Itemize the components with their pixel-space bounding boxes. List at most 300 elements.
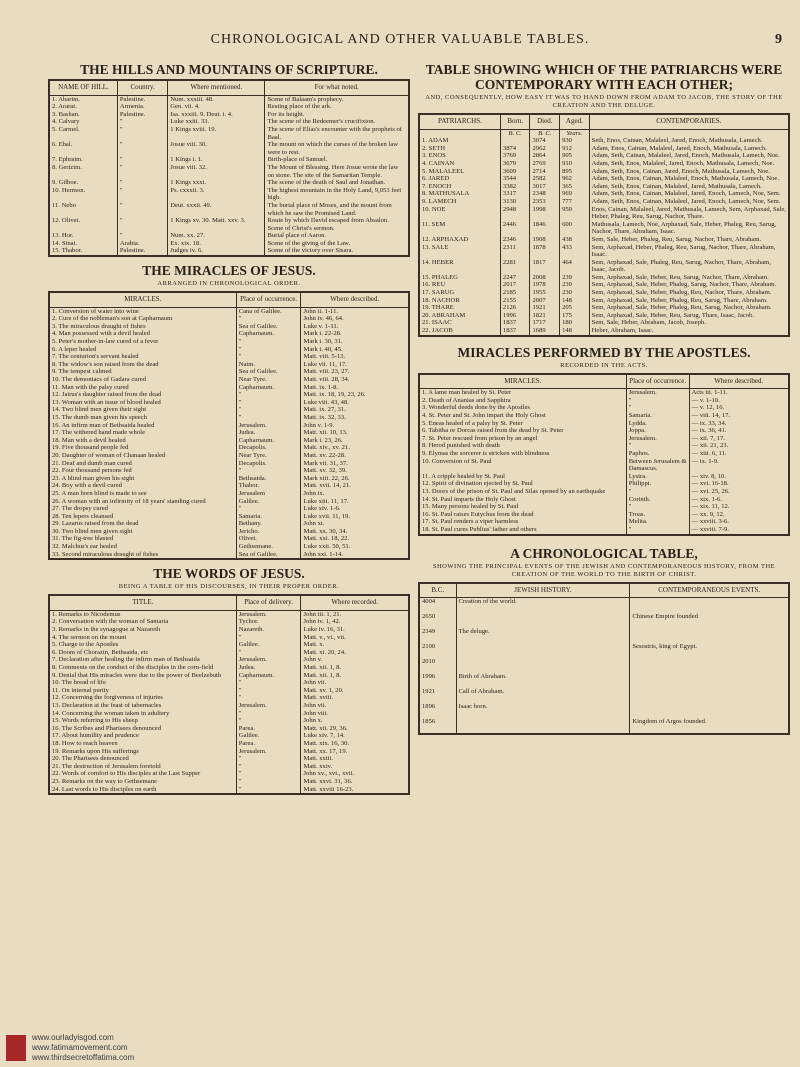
miracles-row [49,323,409,331]
words-cell: 15. Words referring to His sheep [49,717,236,725]
patriarchs-row [419,152,789,160]
words-cell: Tychor. [236,618,301,626]
hills-cell: " [117,232,167,240]
miracles-cell: Near Tyre. [236,452,301,460]
hills-cell: Armenia. [117,103,167,111]
miracles-row [49,498,409,506]
words-cell: John xv., xvi., xvii. [301,770,409,778]
apostles-cell: Joppa. [626,427,689,435]
hills-cell: Num. xxxiii. 48. [168,95,265,103]
words-row [49,755,409,763]
miracles-cell: Cana of Galilee. [236,307,301,315]
patriarchs-cell: 2. SETH [419,145,500,153]
hills-row [49,126,409,141]
patriarchs-cell: 2446 [500,221,530,236]
patriarchs-cell: 2948 [500,206,530,221]
miracles-cell: Mark xiii. 22, 26. [301,475,409,483]
patriarchs-row [419,168,789,176]
miracles-cell: John xxi. 1-14. [301,551,409,560]
patriarchs-cell: 1817 [530,259,560,274]
patriarchs-unit-cell: B. C. [500,129,530,137]
hills-cell: 8. Gerizim. [49,164,117,179]
words-cell: John iii. 1, 21. [301,610,409,618]
apostles-cell: — v. 1-10. [689,397,789,405]
miracles-cell: 28. Ten lepers cleansed [49,513,236,521]
patriarchs-cell: Sem, Sale, Heber, Abraham, Jacob, Joseph. [589,319,789,327]
patriarchs-row [419,312,789,320]
chronology-cell [630,658,789,673]
patriarchs-cell: 2346 [500,236,530,244]
chronology-cell: Creation of the world. [456,598,630,614]
apostles-cell: Melita. [626,518,689,526]
words-cell: Luke iv. 16, 31. [301,626,409,634]
words-cell: Matt. xi. 20, 24. [301,649,409,657]
apostles-cell: Philippi. [626,480,689,488]
patriarchs-cell: 1955 [530,289,560,297]
hills-cell: 1. Abarim. [49,95,117,103]
hills-header-cell: Where mentioned. [168,80,265,95]
patriarchs-cell: 2007 [530,297,560,305]
apostles-cell: 15. Many persons healed by St. Paul [419,503,626,511]
miracles-cell: Capharnaum. [236,384,301,392]
patriarchs-cell: 3874 [500,145,530,153]
hills-cell: 3. Bashan. [49,111,117,119]
patriarchs-header-cell: Aged. [560,114,590,129]
hills-cell: Num. xx. 27. [168,232,265,240]
apostles-cell: — v. 12, 16. [689,404,789,412]
miracles-row [49,346,409,354]
miracles-cell: Matt. viii. 23, 27. [301,368,409,376]
words-cell: " [236,687,301,695]
patriarchs-cell: 19. THARE [419,304,500,312]
hills-cell: " [117,179,167,187]
miracles-cell: " [236,346,301,354]
apostles-cell: Lystra. [626,473,689,481]
miracles-cell: 23. A blind man given his sight [49,475,236,483]
hills-cell: The highest mountain in the Holy Land, 9,053 feet high. [265,187,409,202]
miracles-row [49,528,409,536]
chronology-cell: Birth of Abraham. [456,673,630,688]
apostles-cell: 5. Eneas healed of a palsy by St. Peter [419,420,626,428]
miracles-cell: 15. The dumb man given his speech [49,414,236,422]
chronology-row [419,643,789,658]
patriarchs-cell: Sem, Arphaxad, Sale, Heber, Phaleg, Reu, Sarug, Nachor, Abraham. [589,304,789,312]
words-row [49,672,409,680]
miracles-cell: 2. Cure of the nobleman's son at Capharnaum [49,315,236,323]
patriarchs-cell: 2126 [500,304,530,312]
patriarchs-unit-cell: B. C. [530,129,560,137]
miracles-cell: 19. Five thousand people fed [49,444,236,452]
patriarchs-cell: 4. CAINAN [419,160,500,168]
apostles-cell: 9. Elymas the sorcerer is stricken with blindness [419,450,626,458]
chronology-cell: Isaac born. [456,703,630,718]
patriarchs-cell: 3544 [500,175,530,183]
patriarchs-unit-cell: Years. [560,129,590,137]
patriarchs-cell: 9. LAMECH [419,198,500,206]
hills-row [49,240,409,248]
miracles-row [49,505,409,513]
patriarchs-cell: 17. SARUG [419,289,500,297]
words-cell: " [236,755,301,763]
hills-cell: Burial place of Aaron. [265,232,409,240]
miracles-cell: Jericho. [236,528,301,536]
footer-link[interactable]: www.fatimamovement.com [32,1043,128,1052]
hills-cell: Gen. vii. 4. [168,103,265,111]
patriarchs-header-cell: PATRIARCHS. [419,114,500,129]
patriarchs-cell: 2769 [530,160,560,168]
words-cell: 8. Comments on the conduct of the disciples in the corn-field [49,664,236,672]
hills-cell: 14. Sinai. [49,240,117,248]
miracles-row [49,391,409,399]
miracles-cell: 7. The centurion's servant healed [49,353,236,361]
hills-cell: 5. Carmel. [49,126,117,141]
hills-row [49,202,409,217]
chronology-cell [456,643,630,658]
hills-cell: 1 Kings i. 1. [168,156,265,164]
miracles-cell: Matt. xxi. 18, 22. [301,535,409,543]
words-cell: 4. The sermon on the mount [49,634,236,642]
miracles-row [49,307,409,315]
hills-cell: Deut. xxxii. 49. [168,202,265,217]
words-cell: 2. Conversation with the woman of Samaria [49,618,236,626]
patriarchs-cell: Sem, Arphaxad, Sale, Heber, Reu, Sarug, Thare, Isaac, Jacob. [589,312,789,320]
patriarchs-row [419,175,789,183]
chronology-cell [456,718,630,734]
words-cell: John vii. [301,679,409,687]
apostles-cell: Troas. [626,511,689,519]
hills-cell: 1 Kings xv. 30. Matt. xxv. 3. [168,217,265,232]
patriarchs-cell: 1878 [530,244,560,259]
words-cell: 11. On internal purity [49,687,236,695]
hills-row [49,187,409,202]
miracles-cell: Luke xiv. 1-6. [301,505,409,513]
words-row [49,656,409,664]
words-cell: Matt. v., vi., vii. [301,634,409,642]
hills-cell: For its height. [265,111,409,119]
page-number: 9 [775,32,782,47]
apostles-row [419,442,789,450]
apostles-row [419,450,789,458]
chronology-cell [630,598,789,614]
words-cell: 17. About humility and prudence [49,732,236,740]
patriarchs-row [419,145,789,153]
hills-row [49,156,409,164]
miracles-cell: Luke xvii. 11, 19. [301,513,409,521]
words-cell: " [236,679,301,687]
hills-row [49,232,409,240]
apostles-cell: " [626,526,689,535]
patriarchs-cell: 2155 [500,297,530,305]
apostles-cell: Between Jerusalem & Damascus. [626,458,689,473]
patriarchs-cell: 1846 [530,221,560,236]
patriarchs-cell: 15. PHALEG [419,274,500,282]
apostles-cell: 17. St. Paul renders a viper harmless [419,518,626,526]
patriarchs-cell: Adam, Seth, Enos, Cainan, Malaleel, Jared, Enoch, Lamech, Noe, Sem. [589,190,789,198]
patriarchs-cell: 1996 [500,312,530,320]
apostles-cell: — xvi. 25, 26. [689,488,789,496]
miracles-cell: Luke viii. 43, 48. [301,399,409,407]
miracles-row [49,406,409,414]
words-cell: Matt. xxiii. [301,755,409,763]
miracles-title: THE MIRACLES OF JESUS. [142,263,316,279]
patriarchs-cell [500,137,530,145]
miracles-cell: " [236,338,301,346]
chronology-cell [630,703,789,718]
patriarchs-cell: 2281 [500,259,530,274]
apostles-cell: 2. Death of Ananias and Sapphira [419,397,626,405]
miracles-cell: 31. The fig-tree blasted [49,535,236,543]
miracles-cell: 17. The withered hand made whole [49,429,236,437]
patriarchs-cell: 1717 [530,319,560,327]
apostles-row [419,473,789,481]
miracles-cell: " [236,467,301,475]
words-cell: Matt. xxviii 16-23. [301,786,409,795]
apostles-row [419,496,789,504]
patriarchs-cell: 438 [560,236,590,244]
miracles-cell: Mark i. 40, 45. [301,346,409,354]
miracles-cell: " [236,399,301,407]
hills-cell: Palestine. [117,247,167,256]
miracles-row [49,482,409,490]
patriarchs-cell: 1921 [530,304,560,312]
words-cell: Luke xiv. 7, 14. [301,732,409,740]
patriarchs-cell: Mathusala, Lamech, Noe, Arphaxad, Sale, Heber, Phaleg, Reu, Sarug, Nachor, Thare, Abraham, Isaac. [589,221,789,236]
miracles-cell: 1. Conversion of water into wine [49,307,236,315]
chronology-cell [630,628,789,643]
miracles-cell: Mark i. 22-28. [301,330,409,338]
patriarchs-cell: 2582 [530,175,560,183]
miracles-row [49,444,409,452]
words-cell: " [236,778,301,786]
footer-link[interactable]: www.thirdsecretoffatima.com [32,1053,135,1062]
miracles-row [49,422,409,430]
words-cell: Jerusalem. [236,748,301,756]
miracles-row [49,361,409,369]
hills-cell: Josue viii. 32. [168,164,265,179]
words-cell: John x. [301,717,409,725]
hills-cell: Scene of the victory over Sisara. [265,247,409,256]
patriarchs-row [419,198,789,206]
apostles-row [419,511,789,519]
miracles-cell: John ix. [301,490,409,498]
words-header-cell: Place of delivery. [236,595,301,610]
hills-cell: 2. Ararat. [49,103,117,111]
miracles-cell: John iv. 46, 64. [301,315,409,323]
hills-cell: 1 Kings xviii. 19. [168,126,265,141]
hills-cell: The Mount of Blessing. Here Josue wrote the law on stone. The site of the Samaritan Temple. [265,164,409,179]
hills-row [49,95,409,103]
footer-link[interactable]: www.ourladyisgod.com [32,1033,114,1042]
patriarchs-cell: 3. ENOS [419,152,500,160]
patriarchs-cell: 18. NACHOR [419,297,500,305]
chronology-row [419,673,789,688]
words-row [49,641,409,649]
apostles-cell: Lydda. [626,420,689,428]
apostles-table [418,373,790,536]
miracles-cell: Jerusalem [236,490,301,498]
words-cell: 18. How to reach heaven [49,740,236,748]
chronology-cell [456,613,630,628]
left-column [48,60,410,795]
apostles-row [419,518,789,526]
apostles-cell: Samaria. [626,412,689,420]
miracles-cell: 12. Jairus's daughter raised from the dead [49,391,236,399]
chronology-row [419,658,789,673]
words-row [49,679,409,687]
patriarchs-title: TABLE SHOWING WHICH OF THE PATRIARCHS WERE CONTEMPORARY WITH EACH OTHER; [425,62,783,92]
words-row [49,725,409,733]
patriarchs-row [419,274,789,282]
apostles-cell: 1. A lame man healed by St. Peter [419,389,626,397]
miracles-cell: Near Tyre. [236,376,301,384]
chronology-cell: Chinese Empire founded [630,613,789,628]
apostles-cell: 16. St. Paul raises Eutychus from the dead [419,511,626,519]
hills-cell: " [117,156,167,164]
hills-cell: 10. Hermon. [49,187,117,202]
miracles-row [49,475,409,483]
miracles-row [49,460,409,468]
miracles-cell: 21. Deaf and dumb man cured [49,460,236,468]
patriarchs-cell: 3609 [500,168,530,176]
miracles-cell: 14. Two blind men given their sight [49,406,236,414]
patriarchs-cell: 3382 [500,183,530,191]
apostles-cell: 12. Spirit of divination ejected by St. Paul [419,480,626,488]
patriarchs-cell: Adam, Seth, Enos, Cainan, Malaleel, Jared, Enoch, Lamech, Noe, Sem. [589,198,789,206]
patriarchs-cell: 950 [560,206,590,221]
hills-cell: 4. Calvary [49,118,117,126]
patriarchs-table [418,113,790,337]
hills-cell: " [117,118,167,126]
patriarchs-cell: Adam, Seth, Enos, Malaleel, Jared, Enoch, Mathusala, Lamech, Noe. [589,160,789,168]
patriarchs-row [419,190,789,198]
patriarchs-cell: 2348 [530,190,560,198]
hills-cell: Josue viii. 30. [168,141,265,156]
hills-cell: 12. Olivet. [49,217,117,232]
miracles-cell: Sea of Galilee. [236,551,301,560]
miracles-cell: 9. The tempest calmed [49,368,236,376]
miracles-cell: 16. An infirm man of Bethsaida healed [49,422,236,430]
chronology-cell: 4004 [419,598,456,614]
patriarchs-cell: 239 [560,281,590,289]
patriarchs-cell: Sem, Sale, Heber, Phaleg, Reu, Sarug, Nachor, Thare, Abraham. [589,236,789,244]
chronology-cell: The deluge. [456,628,630,643]
miracles-cell: 6. A leper healed [49,346,236,354]
patriarchs-cell: 205 [560,304,590,312]
words-row [49,687,409,695]
apostles-cell: — xix. 1-6. [689,496,789,504]
words-table [48,594,410,795]
words-cell: " [236,770,301,778]
chronology-subtitle: SHOWING THE PRINCIPAL EVENTS OF THE JEWISH AND CONTEMPORANEOUS HISTORY, FROM THE CREATION OF THE WORLD TO THE BIRTH OF CHRIST. [432,562,776,578]
patriarchs-row [419,236,789,244]
apostles-cell: 6. Tabitha or Dorcas raised from the dead by St. Peter [419,427,626,435]
hills-cell: " [117,217,167,232]
words-row [49,732,409,740]
miracles-cell: Matt. ix. 27, 31. [301,406,409,414]
miracles-cell: Matt. viii. 5-13. [301,353,409,361]
apostles-title: MIRACLES PERFORMED BY THE APOSTLES. [457,344,751,360]
words-cell: Jerusalem. [236,656,301,664]
patriarchs-cell: Sem, Arphaxad, Sale, Heber, Phaleg, Reu, Nachor, Thare, Abraham. [589,289,789,297]
words-cell: 14. Concerning the woman taken in adultery [49,710,236,718]
patriarchs-cell: 2962 [530,145,560,153]
miracles-cell: 33. Second miraculous draught of fishes [49,551,236,560]
words-cell: John v. [301,656,409,664]
miracles-cell: Matt. xv. 32, 39. [301,467,409,475]
miracles-cell: Decapolis. [236,460,301,468]
patriarchs-cell: 2008 [530,274,560,282]
hills-cell: " [117,164,167,179]
apostles-row [419,503,789,511]
apostles-row [419,389,789,397]
patriarchs-cell: 148 [560,297,590,305]
patriarchs-unit-cell [589,129,789,137]
apostles-cell: 10. Conversion of St. Paul [419,458,626,473]
words-cell: Matt. xii. 1, 8. [301,672,409,680]
hills-cell: Resting place of the ark. [265,103,409,111]
miracles-cell: Matt. xv. 22-28. [301,452,409,460]
miracles-cell: Sea of Galilee. [236,323,301,331]
patriarchs-header-cell: Died. [530,114,560,129]
patriarchs-cell: 1821 [530,312,560,320]
apostles-cell: 8. Herod punished with death [419,442,626,450]
words-row [49,763,409,771]
patriarchs-cell: 365 [560,183,590,191]
words-row [49,664,409,672]
apostles-cell: Paphos. [626,450,689,458]
chronology-cell: Sesostris, king of Egypt. [630,643,789,658]
hills-cell: Palestine. [117,111,167,119]
words-cell: Matt. xviii. [301,694,409,702]
patriarchs-row [419,304,789,312]
patriarchs-cell: 21. ISAAC [419,319,500,327]
words-row [49,740,409,748]
chronology-cell: Kingdom of Argos founded. [630,718,789,734]
apostles-cell: — viii. 14, 17. [689,412,789,420]
chronology-cell [456,658,630,673]
miracles-cell: John ii. 1-11. [301,307,409,315]
words-row [49,702,409,710]
apostles-header-cell: MIRACLES. [419,374,626,389]
miracles-cell: Jerusalem. [236,422,301,430]
miracles-cell: 29. Lazarus raised from the dead [49,520,236,528]
hills-title: THE HILLS AND MOUNTAINS OF SCRIPTURE. [80,62,378,77]
apostles-cell: — xii. 7, 17. [689,435,789,443]
miracles-cell: Capharnaum. [236,437,301,445]
miracles-cell: 27. The dropsy cured [49,505,236,513]
miracles-row [49,490,409,498]
miracles-row [49,551,409,560]
apostles-row [419,526,789,535]
miracles-cell: Luke v. 1-11. [301,323,409,331]
apostles-cell: " [626,397,689,405]
words-cell: 9. Denial that His miracles were due to the power of Beelzebuth [49,672,236,680]
hills-table [48,79,410,257]
miracles-cell: Bethany. [236,520,301,528]
hills-header-cell: Country. [117,80,167,95]
hills-cell: 15. Thabor. [49,247,117,256]
words-cell: " [236,717,301,725]
miracles-row [49,543,409,551]
apostles-cell: 14. St. Paul imparts the Holy Ghost [419,496,626,504]
patriarchs-cell: 1998 [530,206,560,221]
words-cell: 20. The Pharisees denounced [49,755,236,763]
chronology-cell: 2349 [419,628,456,643]
words-row [49,748,409,756]
apostles-cell: 7. St. Peter rescued from prison by an angel [419,435,626,443]
miracles-cell: 22. Four thousand persons fed [49,467,236,475]
miracles-cell: " [236,505,301,513]
